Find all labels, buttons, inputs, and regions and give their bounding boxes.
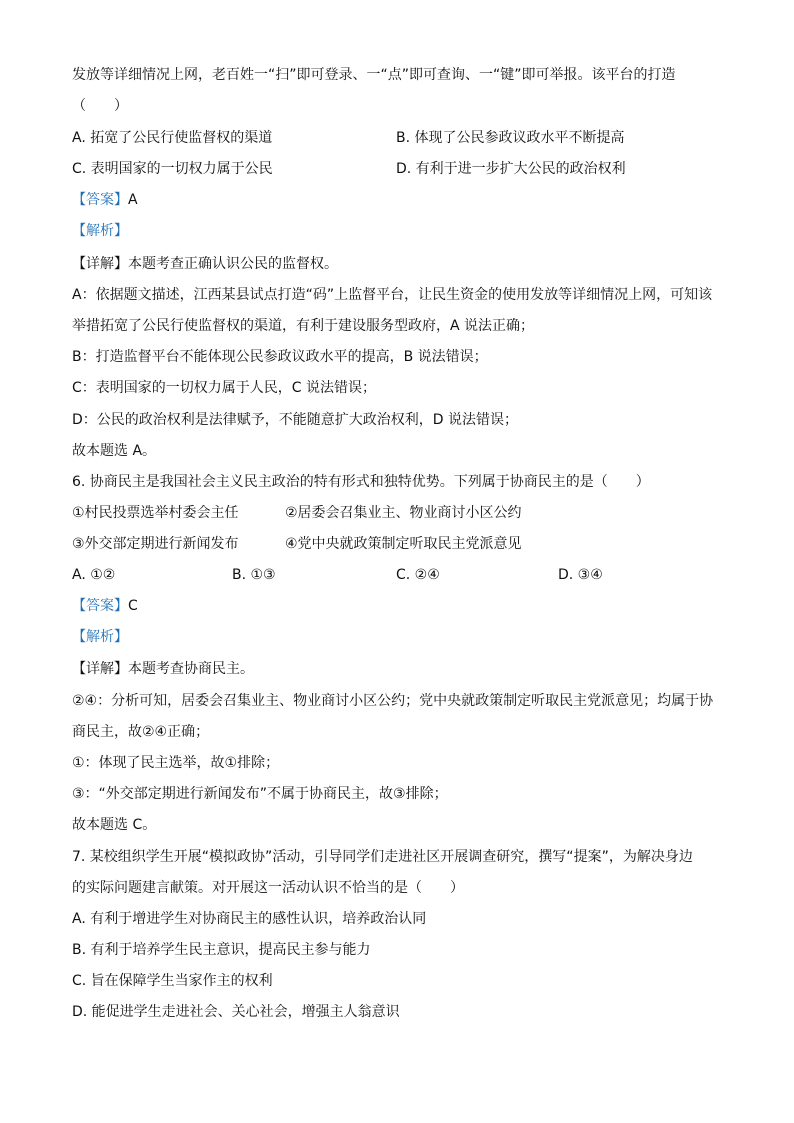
q5-expl-line: B：打造监督平台不能体现公民参政议政水平的提高，B 说法错误； [72, 349, 488, 365]
q5-answer-line [72, 191, 138, 209]
q5-expl-line: A：依据题文描述，江西某县试点打造“码”上监督平台，让民生资金的使用发放等详细情况上网，可知该 [72, 287, 713, 303]
q6-detail-tag: 【详解】 [72, 661, 128, 677]
q6-expl-line: ②④：分析可知，居委会召集业主、物业商讨小区公约；党中央就政策制定听取民主党派意见；均属于协 [72, 693, 714, 709]
q6-option-d: D. ③④ [558, 567, 603, 583]
q5-detail-line [72, 255, 338, 273]
q7-stem-line1: 7. 某校组织学生开展“模拟政协”活动，引导同学们走进社区开展调查研究，撰写“提案”，为解决身边 [72, 849, 693, 865]
q7-option-b: B. 有利于培养学生民主意识，提高民主参与能力 [72, 942, 371, 958]
q7-option-d: D. 能促进学生走进社会、关心社会，增强主人翁意识 [72, 1004, 400, 1020]
q6-answer-line [72, 597, 138, 615]
q5-option-a: A. 拓宽了公民行使监督权的渠道 [72, 130, 273, 146]
q6-detail-line [72, 660, 254, 678]
q6-item-4: ④党中央就政策制定听取民主党派意见 [285, 536, 522, 552]
q5-analysis-tag: 【解析】 [72, 223, 128, 239]
q6-item-2: ②居委会召集业主、物业商讨小区公约 [285, 505, 522, 521]
q6-option-b: B. ①③ [232, 567, 276, 583]
q6-expl-line: ③：“外交部定期进行新闻发布”不属于协商民主，故③排除； [72, 786, 448, 802]
q6-analysis-line [72, 628, 128, 646]
q5-expl-line: 举措拓宽了公民行使监督权的渠道，有利于建设服务型政府，A 说法正确； [72, 318, 535, 334]
q5-expl-line: C：表明国家的一切权力属于人民，C 说法错误； [72, 380, 376, 396]
q6-expl-line: ①：体现了民主选举，故①排除； [72, 755, 280, 771]
q5-detail-tag: 【详解】 [72, 256, 128, 272]
q5-option-b: B. 体现了公民参政议政水平不断提高 [396, 130, 625, 146]
q5-answer-tag: 【答案】 [72, 192, 128, 208]
q6-answer: C [128, 598, 138, 614]
q6-expl-line: 商民主，故②④正确； [72, 724, 210, 740]
q5-expl-line: 故本题选 A。 [72, 443, 157, 459]
q7-stem-line2: 的实际问题建言献策。对开展这一活动认识不恰当的是（ ） [72, 880, 464, 896]
q7-option-a: A. 有利于增进学生对协商民主的感性认识，培养政治认同 [72, 911, 427, 927]
q5-expl-line: D：公民的政治权利是法律赋予，不能随意扩大政治权利，D 说法错误； [72, 412, 519, 428]
q5-detail-text: 本题考查正确认识公民的监督权。 [128, 256, 338, 272]
q5-option-c: C. 表明国家的一切权力属于公民 [72, 161, 273, 177]
q6-item-1: ①村民投票选举村委会主任 [72, 505, 239, 521]
q5-analysis-line [72, 222, 128, 240]
q6-expl-line: 故本题选 C。 [72, 817, 157, 833]
q6-item-3: ③外交部定期进行新闻发布 [72, 536, 239, 552]
q6-stem: 6. 协商民主是我国社会主义民主政治的特有形式和独特优势。下列属于协商民主的是（ ） [72, 474, 650, 490]
q5-stem-line1: 发放等详细情况上网，老百姓一“扫”即可登录、一“点”即可查询、一“键”即可举报。该平台的打造 [72, 67, 676, 83]
q7-option-c: C. 旨在保障学生当家作主的权利 [72, 973, 273, 989]
q6-analysis-tag: 【解析】 [72, 629, 128, 645]
q6-answer-tag: 【答案】 [72, 598, 128, 614]
q6-option-a: A. ①② [72, 567, 116, 583]
q5-stem-line2: （ ） [72, 98, 128, 114]
q5-option-d: D. 有利于进一步扩大公民的政治权利 [396, 161, 626, 177]
q6-detail-text: 本题考查协商民主。 [128, 661, 254, 677]
q5-answer: A [128, 192, 138, 208]
q6-option-c: C. ②④ [396, 567, 440, 583]
